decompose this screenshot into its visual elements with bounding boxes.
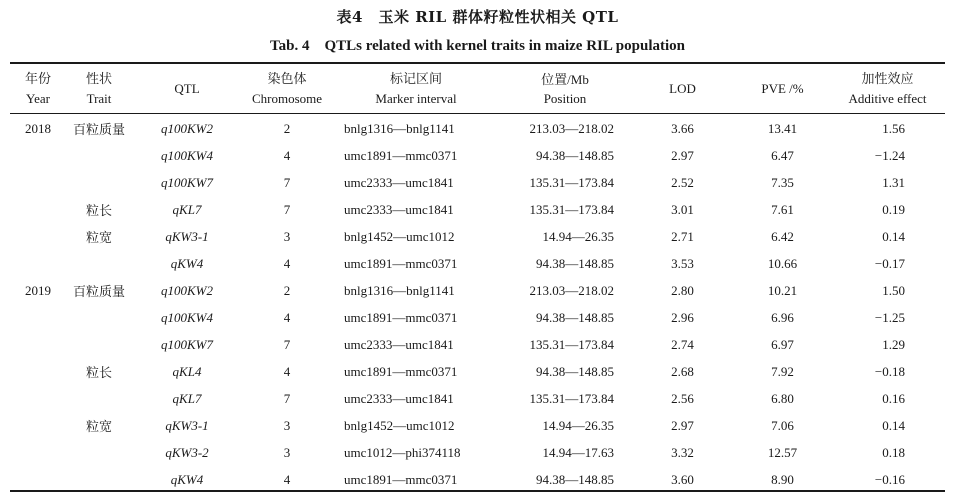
cell-chromosome: 4	[283, 147, 291, 163]
cell-trait: 粒长	[85, 204, 112, 219]
header-lod: LOD	[669, 81, 696, 96]
cell-year: 2019	[25, 282, 51, 298]
cell-chromosome: 7	[283, 336, 291, 352]
cell-chromosome: 7	[283, 390, 291, 406]
cell-year	[10, 223, 66, 250]
table-row	[10, 466, 945, 493]
table-header-row	[10, 64, 945, 113]
cell-marker-interval: umc1891—mmc0371	[344, 471, 458, 487]
cell-additive-effect: 0.18	[882, 444, 905, 460]
cell-marker-interval: umc1012—phi374118	[344, 444, 461, 460]
cell-lod: 3.66	[671, 120, 694, 136]
cell-chromosome: 3	[283, 417, 291, 433]
cell-position: 94.38—148.85	[536, 471, 614, 487]
cell-pve: 10.66	[767, 255, 798, 271]
cell-pve: 8.90	[771, 471, 794, 487]
cell-pve: 13.41	[767, 120, 798, 136]
cell-year	[10, 412, 66, 439]
cell-year: 2018	[25, 120, 51, 136]
cell-marker-interval: bnlg1452—umc1012	[344, 228, 455, 244]
cell-marker-interval: umc2333—umc1841	[344, 174, 454, 190]
cell-position: 135.31—173.84	[529, 336, 614, 352]
cell-qtl: qKW3-1	[165, 228, 209, 244]
header-pve: PVE /%	[761, 81, 804, 96]
table-row	[10, 385, 945, 412]
cell-pve: 6.97	[771, 336, 794, 352]
cell-position: 135.31—173.84	[529, 201, 614, 217]
header-year: 年份 Year	[24, 72, 51, 106]
cell-marker-interval: bnlg1316—bnlg1141	[344, 120, 455, 136]
cell-marker-interval: umc2333—umc1841	[344, 390, 454, 406]
header-qtl: QTL	[174, 81, 200, 96]
cell-pve: 10.21	[767, 282, 798, 298]
cell-pve: 6.47	[771, 147, 794, 163]
cell-qtl: q100KW4	[161, 309, 213, 325]
cell-position: 213.03—218.02	[529, 120, 614, 136]
cell-position: 213.03—218.02	[529, 282, 614, 298]
cell-lod: 2.68	[671, 363, 694, 379]
cell-qtl: q100KW4	[161, 147, 213, 163]
cell-additive-effect: 0.14	[882, 417, 905, 433]
cell-additive-effect: −0.18	[874, 363, 905, 379]
cell-marker-interval: umc2333—umc1841	[344, 336, 454, 352]
cell-marker-interval: umc1891—mmc0371	[344, 147, 458, 163]
cell-year	[10, 169, 66, 196]
cell-lod: 2.80	[671, 282, 694, 298]
cell-pve: 7.92	[771, 363, 794, 379]
cell-year	[10, 142, 66, 169]
cell-year	[10, 439, 66, 466]
cell-chromosome: 3	[283, 228, 291, 244]
cell-trait	[66, 385, 132, 412]
qtl-table	[10, 64, 945, 493]
cell-lod: 3.53	[671, 255, 694, 271]
cell-chromosome: 4	[283, 471, 291, 487]
cell-chromosome: 3	[283, 444, 291, 460]
cell-lod: 2.71	[671, 228, 694, 244]
table-row	[10, 196, 945, 223]
cell-chromosome: 2	[283, 282, 291, 298]
table-row	[10, 113, 945, 142]
cell-pve: 7.61	[771, 201, 794, 217]
cell-chromosome: 7	[283, 174, 291, 190]
cell-pve: 12.57	[767, 444, 798, 460]
cell-trait	[66, 331, 132, 358]
cell-chromosome: 4	[283, 363, 291, 379]
cell-additive-effect: −1.25	[874, 309, 905, 325]
cell-lod: 2.97	[671, 417, 694, 433]
cell-trait: 粒宽	[85, 231, 112, 246]
cell-qtl: qKW3-2	[165, 444, 209, 460]
table-body	[10, 113, 945, 493]
cell-pve: 7.35	[771, 174, 794, 190]
cell-additive-effect: 0.16	[882, 390, 905, 406]
cell-marker-interval: umc1891—mmc0371	[344, 255, 458, 271]
cell-additive-effect: 1.50	[882, 282, 905, 298]
cell-lod: 2.74	[671, 336, 694, 352]
cell-lod: 3.01	[671, 201, 694, 217]
header-trait: 性状 Trait	[85, 72, 112, 106]
cell-additive-effect: −0.16	[874, 471, 905, 487]
cell-qtl: qKW4	[170, 471, 204, 487]
cell-additive-effect: −1.24	[874, 147, 905, 163]
cell-marker-interval: bnlg1452—umc1012	[344, 417, 455, 433]
cell-position: 135.31—173.84	[529, 174, 614, 190]
cell-year	[10, 385, 66, 412]
cell-chromosome: 4	[283, 255, 291, 271]
header-marker-interval: 标记区间 Marker interval	[375, 72, 457, 106]
cell-additive-effect: 0.19	[882, 201, 905, 217]
table-row	[10, 358, 945, 385]
cell-trait	[66, 142, 132, 169]
cell-position: 94.38—148.85	[536, 147, 614, 163]
table-title-english: Tab. 4 QTLs related with kernel traits in maize RIL population	[269, 38, 686, 54]
cell-trait: 百粒质量	[72, 123, 125, 138]
cell-lod: 2.52	[671, 174, 694, 190]
cell-marker-interval: umc1891—mmc0371	[344, 309, 458, 325]
cell-position: 14.94—26.35	[542, 228, 614, 244]
table-title-chinese: 表4 玉米 RIL 群体籽粒性状相关 QTL	[336, 8, 619, 26]
header-additive-effect: 加性效应 Additive effect	[848, 72, 927, 106]
cell-qtl: qKL7	[172, 201, 202, 217]
cell-marker-interval: umc1891—mmc0371	[344, 363, 458, 379]
cell-lod: 2.97	[671, 147, 694, 163]
cell-lod: 3.32	[671, 444, 694, 460]
cell-trait	[66, 250, 132, 277]
cell-pve: 6.96	[771, 309, 794, 325]
cell-chromosome: 7	[283, 201, 291, 217]
table-row	[10, 412, 945, 439]
header-chromosome: 染色体 Chromosome	[251, 72, 323, 106]
cell-position: 94.38—148.85	[536, 309, 614, 325]
cell-qtl: qKW4	[170, 255, 204, 271]
table-row	[10, 439, 945, 466]
cell-position: 14.94—17.63	[542, 444, 614, 460]
table-row	[10, 331, 945, 358]
cell-lod: 3.60	[671, 471, 694, 487]
cell-pve: 6.80	[771, 390, 794, 406]
cell-pve: 6.42	[771, 228, 794, 244]
cell-year	[10, 331, 66, 358]
cell-year	[10, 466, 66, 493]
table-row	[10, 223, 945, 250]
cell-trait	[66, 466, 132, 493]
table-row	[10, 250, 945, 277]
cell-additive-effect: 1.29	[882, 336, 905, 352]
cell-marker-interval: bnlg1316—bnlg1141	[344, 282, 455, 298]
cell-additive-effect: 1.56	[882, 120, 905, 136]
cell-trait	[66, 304, 132, 331]
table-row	[10, 304, 945, 331]
cell-qtl: qKL7	[172, 390, 202, 406]
cell-year	[10, 358, 66, 385]
cell-qtl: q100KW7	[161, 336, 213, 352]
cell-position: 14.94—26.35	[542, 417, 614, 433]
cell-pve: 7.06	[771, 417, 794, 433]
cell-position: 94.38—148.85	[536, 255, 614, 271]
cell-additive-effect: −0.17	[874, 255, 905, 271]
cell-qtl: qKW3-1	[165, 417, 209, 433]
cell-additive-effect: 0.14	[882, 228, 905, 244]
cell-qtl: qKL4	[172, 363, 202, 379]
cell-trait: 粒宽	[85, 420, 112, 435]
cell-year	[10, 196, 66, 223]
cell-position: 135.31—173.84	[529, 390, 614, 406]
cell-qtl: q100KW2	[161, 120, 213, 136]
cell-additive-effect: 1.31	[882, 174, 905, 190]
cell-trait	[66, 439, 132, 466]
cell-lod: 2.56	[671, 390, 694, 406]
cell-chromosome: 4	[283, 309, 291, 325]
cell-trait: 粒长	[85, 366, 112, 381]
table-row	[10, 277, 945, 304]
table-row	[10, 169, 945, 196]
cell-qtl: q100KW2	[161, 282, 213, 298]
cell-year	[10, 250, 66, 277]
cell-marker-interval: umc2333—umc1841	[344, 201, 454, 217]
cell-trait	[66, 169, 132, 196]
cell-chromosome: 2	[283, 120, 291, 136]
cell-lod: 2.96	[671, 309, 694, 325]
cell-qtl: q100KW7	[161, 174, 213, 190]
table-row	[10, 142, 945, 169]
cell-trait: 百粒质量	[72, 285, 125, 300]
cell-year	[10, 304, 66, 331]
cell-position: 94.38—148.85	[536, 363, 614, 379]
header-position: 位置/Mb Position	[541, 71, 589, 106]
